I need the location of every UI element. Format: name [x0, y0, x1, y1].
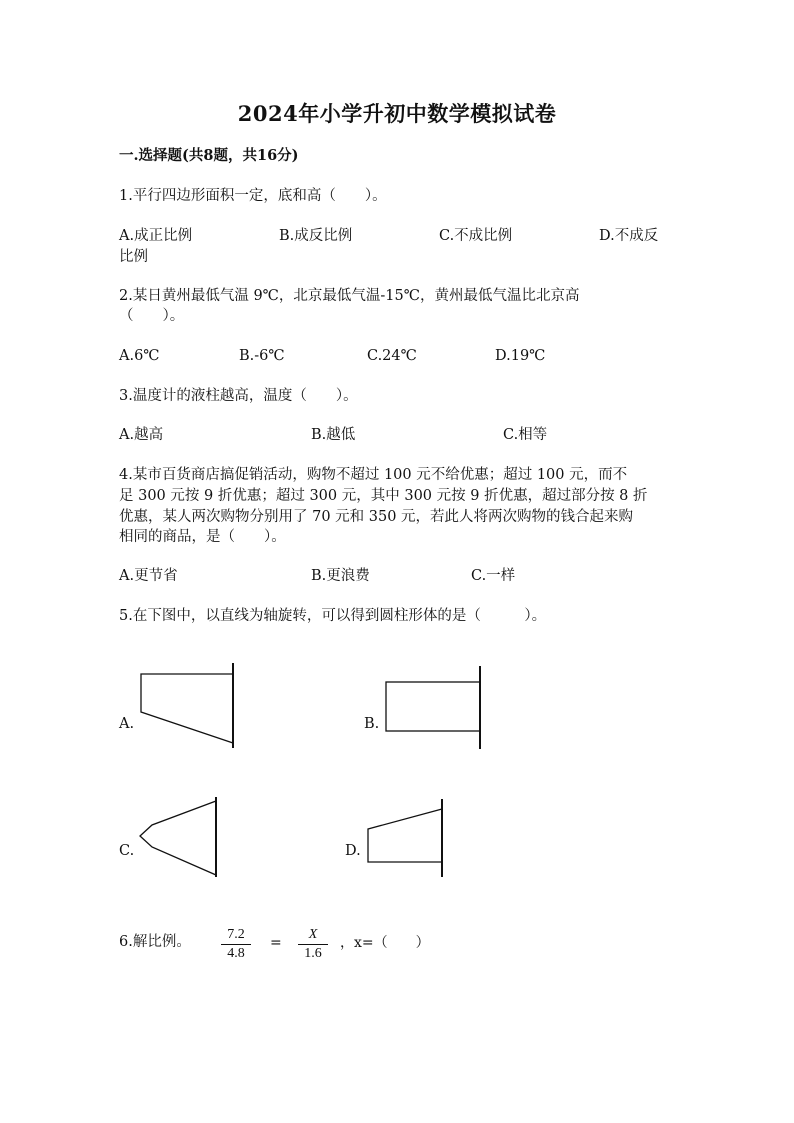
right-numerator: X: [308, 927, 318, 942]
frustum-shape: [140, 801, 216, 875]
question-1-option-b[interactable]: B.成反比例: [279, 228, 353, 244]
question-5-figure-c: [136, 795, 222, 879]
right-denominator: 1.6: [304, 946, 322, 961]
question-5-label-a[interactable]: A.: [119, 716, 135, 732]
question-2-option-c[interactable]: C.24℃: [367, 348, 417, 364]
left-numerator: 7.2: [227, 927, 245, 942]
fraction-bar: [298, 944, 328, 945]
question-6-answer-blank[interactable]: ，x=（ ）: [340, 935, 430, 951]
question-5-figure-d: [362, 797, 448, 879]
question-3-option-c[interactable]: C.相等: [503, 427, 548, 443]
question-4-stem-line-1: 4.某市百货商店搞促销活动，购物不超过 100 元不给优惠；超过 100 元，而不: [119, 467, 628, 483]
question-1-stem: 1.平行四边形面积一定，底和高（ ）。: [119, 188, 387, 204]
question-3-stem: 3.温度计的液柱越高，温度（ ）。: [119, 388, 358, 404]
question-1-option-d[interactable]: D.不成反: [599, 228, 659, 244]
page-title: 2024年小学升初中数学模拟试卷: [237, 101, 557, 126]
question-4-option-b[interactable]: B.更浪费: [311, 568, 370, 584]
question-2-stem-continued: （ ）。: [119, 308, 185, 324]
question-4-stem-line-4: 相同的商品，是（ ）。: [119, 529, 286, 545]
question-5-stem: 5.在下图中，以直线为轴旋转，可以得到圆柱形体的是（ ）。: [119, 608, 547, 624]
question-6-prefix: 6.解比例。: [119, 934, 191, 950]
question-4-stem-line-2: 足 300 元按 9 折优惠；超过 300 元，其中 300 元按 9 折优惠，超过部分按 8 折: [119, 488, 648, 504]
question-4-option-a[interactable]: A.更节省: [119, 568, 178, 584]
question-2-option-b[interactable]: B.-6℃: [239, 348, 285, 364]
equals-sign: =: [270, 935, 282, 951]
section-heading: 一.选择题(共8题，共16分): [119, 147, 299, 164]
right-trapezoid-shape: [368, 809, 442, 862]
right-fraction: [298, 927, 328, 962]
question-2-option-d[interactable]: D.19℃: [495, 348, 546, 364]
question-3-option-a[interactable]: A.越高: [119, 427, 164, 443]
question-5-figure-a: [136, 660, 240, 750]
left-fraction: [221, 927, 251, 962]
question-1-option-a[interactable]: A.成正比例: [119, 228, 193, 244]
question-5-label-d[interactable]: D.: [345, 843, 361, 859]
question-4-stem-line-3: 优惠，某人两次购物分别用了 70 元和 350 元，若此人将两次购物的钱合起来购: [119, 509, 634, 525]
question-2-stem: 2.某日黄州最低气温 9℃，北京最低气温-15℃，黄州最低气温比北京高: [119, 288, 580, 304]
question-1-option-d-continued: 比例: [119, 249, 148, 265]
question-3-option-b[interactable]: B.越低: [311, 427, 356, 443]
question-1-option-c[interactable]: C.不成比例: [439, 228, 513, 244]
question-5-figure-b: [382, 664, 486, 752]
question-2-option-a[interactable]: A.6℃: [119, 348, 160, 364]
question-5-label-b[interactable]: B.: [364, 716, 380, 732]
fraction-bar: [221, 944, 251, 945]
rectangle-shape: [386, 682, 480, 731]
question-5-label-c[interactable]: C.: [119, 843, 135, 859]
question-4-option-c[interactable]: C.一样: [471, 568, 516, 584]
left-denominator: 4.8: [227, 946, 245, 961]
trapezoid-shape: [141, 674, 233, 743]
